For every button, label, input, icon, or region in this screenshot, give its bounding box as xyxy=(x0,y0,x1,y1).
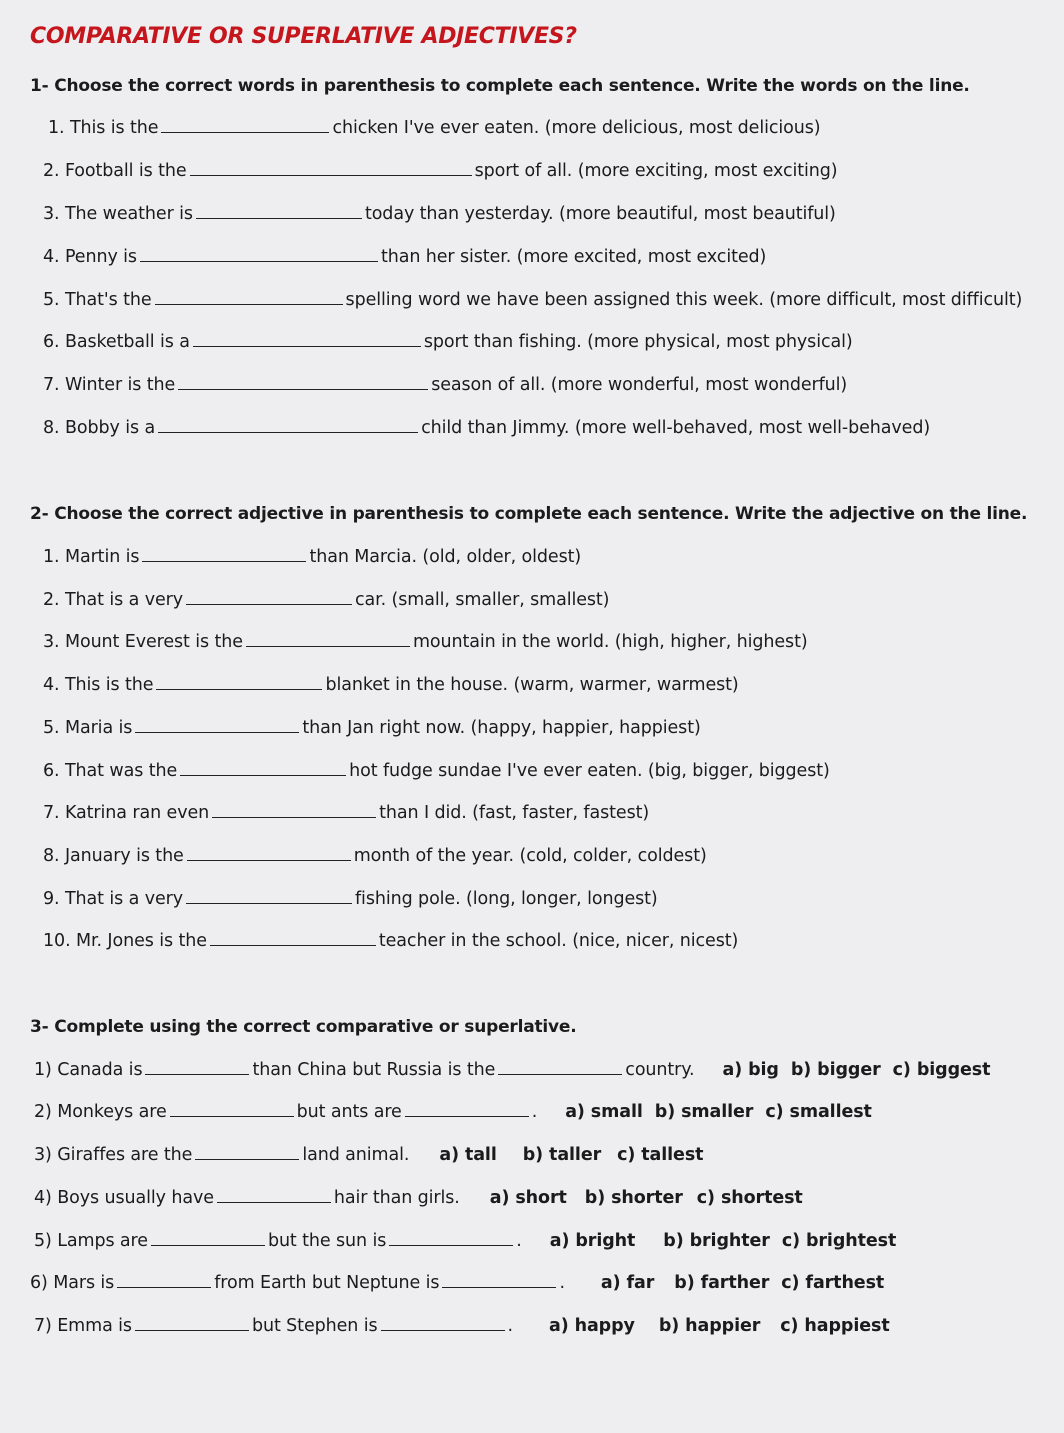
s1-item-7 xyxy=(43,375,847,395)
s2-item-9 xyxy=(43,889,658,909)
s1-item-1-before: 1. This is the xyxy=(48,118,159,138)
s3-item-4-part1: 4) Boys usually have xyxy=(34,1188,214,1208)
s3-item-2-option-a: a) small xyxy=(565,1102,643,1122)
s3-item-7-part1: 7) Emma is xyxy=(34,1316,132,1336)
s3-item-5-part3: . xyxy=(516,1231,522,1251)
s2-item-1-before: 1. Martin is xyxy=(43,547,140,567)
s2-item-3-before: 3. Mount Everest is the xyxy=(43,632,243,652)
s3-item-3-option-c: c) tallest xyxy=(617,1145,704,1165)
s2-item-9-after: fishing pole. (long, longer, longest) xyxy=(355,889,658,909)
s2-item-7 xyxy=(43,803,649,823)
s2-item-5 xyxy=(43,718,701,738)
s1-item-6 xyxy=(43,332,853,352)
s1-item-3-before: 3. The weather is xyxy=(43,204,193,224)
s2-item-5-after: than Jan right now. (happy, happier, happiest) xyxy=(302,718,701,738)
section2-instruction: 2- Choose the correct adjective in parenthesis to complete each sentence. Write the adjective on the line. xyxy=(30,504,1028,524)
s2-item-4 xyxy=(43,675,739,695)
s2-item-8-before: 8. January is the xyxy=(43,846,184,866)
s3-item-7-option-b: b) happier xyxy=(658,1316,761,1336)
s3-item-4-answer-line-1[interactable] xyxy=(217,1201,331,1203)
s2-item-1-after: than Marcia. (old, older, oldest) xyxy=(309,547,582,567)
s1-item-6-before: 6. Basketball is a xyxy=(43,332,190,352)
s3-item-6-part2: from Earth but Neptune is xyxy=(214,1273,440,1293)
s2-item-2-after: car. (small, smaller, smallest) xyxy=(355,590,610,610)
s3-item-4-part2: hair than girls. xyxy=(333,1188,460,1208)
s3-item-6 xyxy=(30,1273,896,1293)
s3-item-2-option-c: c) smallest xyxy=(765,1102,872,1122)
s2-item-1 xyxy=(43,547,581,567)
s2-item-8-answer-line[interactable] xyxy=(187,859,351,861)
s1-item-2-before: 2. Football is the xyxy=(43,161,187,181)
s3-item-7-part3: . xyxy=(507,1316,513,1336)
s2-item-5-answer-line[interactable] xyxy=(135,731,299,733)
s3-item-4-option-c: c) shortest xyxy=(696,1188,803,1208)
s3-item-6-answer-line-2[interactable] xyxy=(442,1286,556,1288)
s1-item-1-answer-line[interactable] xyxy=(161,131,329,133)
s1-item-4-before: 4. Penny is xyxy=(43,247,137,267)
s2-item-5-before: 5. Maria is xyxy=(43,718,133,738)
s2-item-10-before: 10. Mr. Jones is the xyxy=(43,931,207,951)
s1-item-5 xyxy=(43,290,1022,310)
s2-item-4-before: 4. This is the xyxy=(43,675,154,695)
s3-item-6-part1: 6) Mars is xyxy=(30,1273,115,1293)
s3-item-5-answer-line-1[interactable] xyxy=(151,1244,265,1246)
s3-item-7 xyxy=(34,1316,902,1336)
s2-item-10-after: teacher in the school. (nice, nicer, nicest) xyxy=(378,931,739,951)
s2-item-10-answer-line[interactable] xyxy=(210,944,376,946)
s3-item-6-part3: . xyxy=(559,1273,565,1293)
s3-item-4-option-b: b) shorter xyxy=(584,1188,683,1208)
s2-item-6 xyxy=(43,761,830,781)
s3-item-7-part2: but Stephen is xyxy=(251,1316,378,1336)
s2-item-2-before: 2. That is a very xyxy=(43,590,183,610)
s1-item-7-answer-line[interactable] xyxy=(178,388,428,390)
s3-item-2 xyxy=(34,1102,884,1122)
s2-item-6-before: 6. That was the xyxy=(43,761,178,781)
s3-item-1-part3: country. xyxy=(625,1060,695,1080)
s3-item-5 xyxy=(34,1231,908,1251)
section1-instruction: 1- Choose the correct words in parenthesis to complete each sentence. Write the words on the line. xyxy=(30,76,970,96)
s3-item-2-answer-line-2[interactable] xyxy=(405,1115,529,1117)
s3-item-5-answer-line-2[interactable] xyxy=(389,1244,513,1246)
page-title: COMPARATIVE OR SUPERLATIVE ADJECTIVES? xyxy=(30,24,577,49)
s2-item-10 xyxy=(43,931,738,951)
s3-item-3-option-b: b) taller xyxy=(522,1145,602,1165)
s3-item-1 xyxy=(34,1060,1002,1080)
s3-item-1-option-c: c) biggest xyxy=(892,1060,991,1080)
s3-item-6-option-b: b) farther xyxy=(674,1273,770,1293)
s1-item-1-after: chicken I've ever eaten. (more delicious, most delicious) xyxy=(332,118,821,138)
s1-item-3-answer-line[interactable] xyxy=(196,217,362,219)
s1-item-2 xyxy=(43,161,838,181)
s1-item-5-before: 5. That's the xyxy=(43,290,152,310)
s2-item-3 xyxy=(43,632,808,652)
s3-item-3-option-a: a) tall xyxy=(439,1145,497,1165)
s1-item-4-answer-line[interactable] xyxy=(140,260,378,262)
s3-item-1-option-b: b) bigger xyxy=(790,1060,881,1080)
s3-item-3-answer-line-1[interactable] xyxy=(195,1158,299,1160)
s3-item-7-option-a: a) happy xyxy=(548,1316,635,1336)
s3-item-6-answer-line-1[interactable] xyxy=(117,1286,211,1288)
s3-item-2-part2: but ants are xyxy=(296,1102,402,1122)
s1-item-4 xyxy=(43,247,766,267)
s2-item-2 xyxy=(43,590,609,610)
s2-item-2-answer-line[interactable] xyxy=(186,603,352,605)
s2-item-6-answer-line[interactable] xyxy=(180,774,346,776)
s1-item-3 xyxy=(43,204,836,224)
s3-item-1-answer-line-2[interactable] xyxy=(498,1073,622,1075)
s2-item-9-answer-line[interactable] xyxy=(186,902,352,904)
s3-item-5-part1: 5) Lamps are xyxy=(34,1231,148,1251)
s1-item-3-after: today than yesterday. (more beautiful, most beautiful) xyxy=(364,204,836,224)
s2-item-7-after: than I did. (fast, faster, fastest) xyxy=(379,803,650,823)
s3-item-2-part1: 2) Monkeys are xyxy=(34,1102,167,1122)
s3-item-5-option-a: a) bright xyxy=(549,1231,636,1251)
s1-item-6-answer-line[interactable] xyxy=(193,345,421,347)
s3-item-3-part2: land animal. xyxy=(302,1145,410,1165)
s2-item-3-after: mountain in the world. (high, higher, highest) xyxy=(412,632,808,652)
s1-item-6-after: sport than fishing. (more physical, most physical) xyxy=(423,332,853,352)
s1-item-8-before: 8. Bobby is a xyxy=(43,418,156,438)
s3-item-2-option-b: b) smaller xyxy=(654,1102,754,1122)
s3-item-3 xyxy=(34,1145,715,1165)
s3-item-4-option-a: a) short xyxy=(489,1188,567,1208)
s2-item-8-after: month of the year. (cold, colder, coldest) xyxy=(353,846,707,866)
s3-item-1-part2: than China but Russia is the xyxy=(252,1060,496,1080)
s1-item-2-after: sport of all. (more exciting, most exciting) xyxy=(474,161,838,181)
s3-item-1-option-a: a) big xyxy=(722,1060,779,1080)
s3-item-1-part1: 1) Canada is xyxy=(34,1060,143,1080)
s3-item-1-answer-line-1[interactable] xyxy=(145,1073,249,1075)
s2-item-7-before: 7. Katrina ran even xyxy=(43,803,210,823)
s2-item-7-answer-line[interactable] xyxy=(212,816,376,818)
section3-instruction: 3- Complete using the correct comparative or superlative. xyxy=(30,1017,577,1037)
s3-item-6-option-a: a) far xyxy=(600,1273,655,1293)
s3-item-7-answer-line-2[interactable] xyxy=(381,1329,505,1331)
s1-item-8-answer-line[interactable] xyxy=(158,431,418,433)
s3-item-7-option-c: c) happiest xyxy=(780,1316,890,1336)
s3-item-2-part3: . xyxy=(531,1102,538,1122)
s3-item-2-answer-line-1[interactable] xyxy=(170,1115,294,1117)
s1-item-5-answer-line[interactable] xyxy=(155,303,343,305)
s2-item-3-answer-line[interactable] xyxy=(246,645,410,647)
s3-item-5-option-c: c) brightest xyxy=(781,1231,897,1251)
s1-item-7-after: season of all. (more wonderful, most wonderful) xyxy=(431,375,848,395)
s1-item-8-after: child than Jimmy. (more well-behaved, most well-behaved) xyxy=(421,418,931,438)
s3-item-7-answer-line-1[interactable] xyxy=(135,1329,249,1331)
s2-item-8 xyxy=(43,846,707,866)
s3-item-6-option-c: c) farthest xyxy=(781,1273,885,1293)
s3-item-3-part1: 3) Giraffes are the xyxy=(34,1145,193,1165)
s2-item-9-before: 9. That is a very xyxy=(43,889,183,909)
s2-item-4-answer-line[interactable] xyxy=(156,688,322,690)
s1-item-4-after: than her sister. (more excited, most excited) xyxy=(380,247,767,267)
s3-item-5-option-b: b) brighter xyxy=(663,1231,770,1251)
s1-item-5-after: spelling word we have been assigned this week. (more difficult, most difficult) xyxy=(345,290,1023,310)
s1-item-8 xyxy=(43,418,930,438)
s1-item-1 xyxy=(48,118,821,138)
s1-item-2-answer-line[interactable] xyxy=(190,174,472,176)
s2-item-4-after: blanket in the house. (warm, warmer, warmest) xyxy=(325,675,739,695)
s3-item-5-part2: but the sun is xyxy=(267,1231,387,1251)
s3-item-4 xyxy=(34,1188,815,1208)
s2-item-6-after: hot fudge sundae I've ever eaten. (big, bigger, biggest) xyxy=(349,761,830,781)
s1-item-7-before: 7. Winter is the xyxy=(43,375,176,395)
s2-item-1-answer-line[interactable] xyxy=(142,560,306,562)
